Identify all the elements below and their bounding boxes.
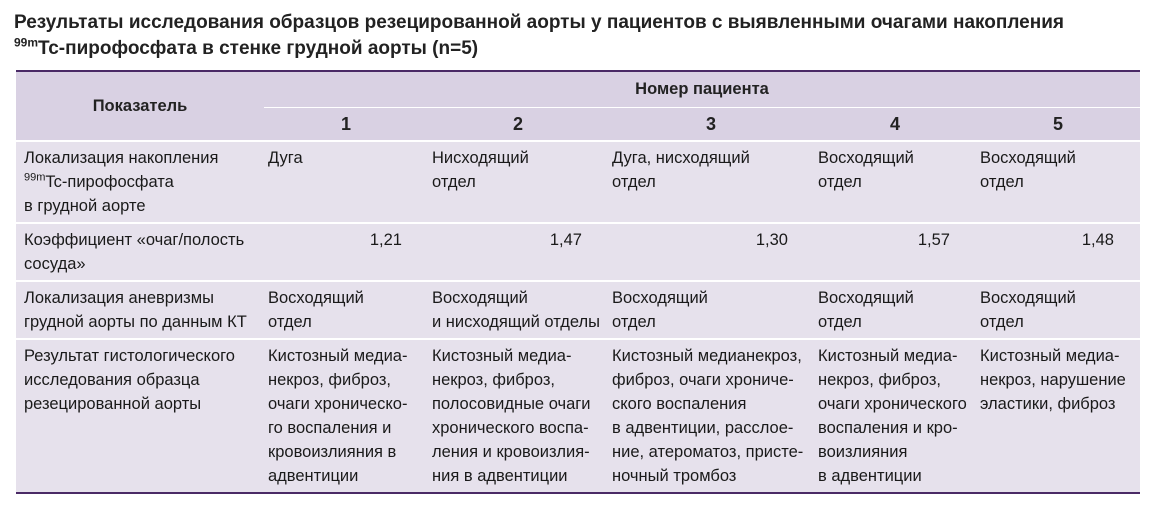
table-row-coefficient bbox=[16, 224, 1140, 280]
table-row-localization bbox=[16, 142, 1140, 222]
row-label-localization bbox=[16, 142, 264, 222]
coefficient-patient-1: 1,21 bbox=[264, 224, 428, 280]
coefficient-patient-2: 1,47 bbox=[428, 224, 608, 280]
caption-line1: Результаты исследования образцов резецированной аорты у пациентов с выявленными очагами накопления bbox=[14, 12, 1064, 33]
histology-patient-2: Кистозный медиа- некроз, фиброз, полосовидные очаги хронического воспа- ления и кровоизлия- ния в адвентиции bbox=[428, 340, 608, 492]
caption-isotope-sup: 99m bbox=[14, 35, 39, 50]
localization-patient-2: Нисходящий отдел bbox=[428, 142, 608, 222]
caption-line2: Tc-пирофосфата в стенке грудной аорты (n=5) bbox=[38, 38, 479, 59]
header-row-1 bbox=[16, 72, 1140, 107]
row-label-coefficient: Коэффициент «очаг/полость сосуда» bbox=[16, 224, 264, 280]
header-patient-3: 3 bbox=[608, 108, 814, 141]
header-indicator: Показатель bbox=[16, 72, 264, 140]
localization-patient-1: Дуга bbox=[264, 142, 428, 222]
header-patient-1: 1 bbox=[264, 108, 428, 141]
header-patient-5: 5 bbox=[976, 108, 1140, 141]
localization-patient-5: Восходящий отдел bbox=[976, 142, 1140, 222]
row-label-localization-post: Tc-пирофосфата в грудной аорте bbox=[24, 173, 174, 215]
bottom-rule bbox=[16, 492, 1140, 494]
row-label-aneurysm: Локализация аневризмы грудной аорты по данным КТ bbox=[16, 282, 264, 338]
header-patient-4: 4 bbox=[814, 108, 976, 141]
aneurysm-patient-3: Восходящий отдел bbox=[608, 282, 814, 338]
localization-patient-4: Восходящий отдел bbox=[814, 142, 976, 222]
table-row-histology bbox=[16, 340, 1140, 492]
aneurysm-patient-5: Восходящий отдел bbox=[976, 282, 1140, 338]
localization-patient-3: Дуга, нисходящий отдел bbox=[608, 142, 814, 222]
histology-patient-1: Кистозный медиа- некроз, фиброз, очаги хроническо- го воспаления и кровоизлияния в адвентиции bbox=[264, 340, 428, 492]
coefficient-patient-5: 1,48 bbox=[976, 224, 1140, 280]
coefficient-patient-4: 1,57 bbox=[814, 224, 976, 280]
results-table bbox=[16, 70, 1140, 494]
table-row-aneurysm bbox=[16, 282, 1140, 338]
coefficient-patient-3: 1,30 bbox=[608, 224, 814, 280]
histology-patient-3: Кистозный медианекроз, фиброз, очаги хрониче- ского воспаления в адвентиции, расслое- ние, атероматоз, присте- ночный тромбоз bbox=[608, 340, 814, 492]
table-caption bbox=[14, 10, 1144, 62]
header-patient-2: 2 bbox=[428, 108, 608, 141]
aneurysm-patient-1: Восходящий отдел bbox=[264, 282, 428, 338]
row-label-localization-sup: 99m bbox=[24, 171, 46, 184]
histology-patient-5: Кистозный медиа- некроз, нарушение эластики, фиброз bbox=[976, 340, 1140, 492]
aneurysm-patient-4: Восходящий отдел bbox=[814, 282, 976, 338]
row-label-histology: Результат гистологического исследования образца резецированной аорты bbox=[16, 340, 264, 492]
row-label-localization-pre: Локализация накопления bbox=[24, 149, 219, 167]
histology-patient-4: Кистозный медиа- некроз, фиброз, очаги хронического воспаления и кро- воизлияния в адвентиции bbox=[814, 340, 976, 492]
header-patient-number: Номер пациента bbox=[264, 72, 1140, 107]
aneurysm-patient-2: Восходящий и нисходящий отделы bbox=[428, 282, 608, 338]
